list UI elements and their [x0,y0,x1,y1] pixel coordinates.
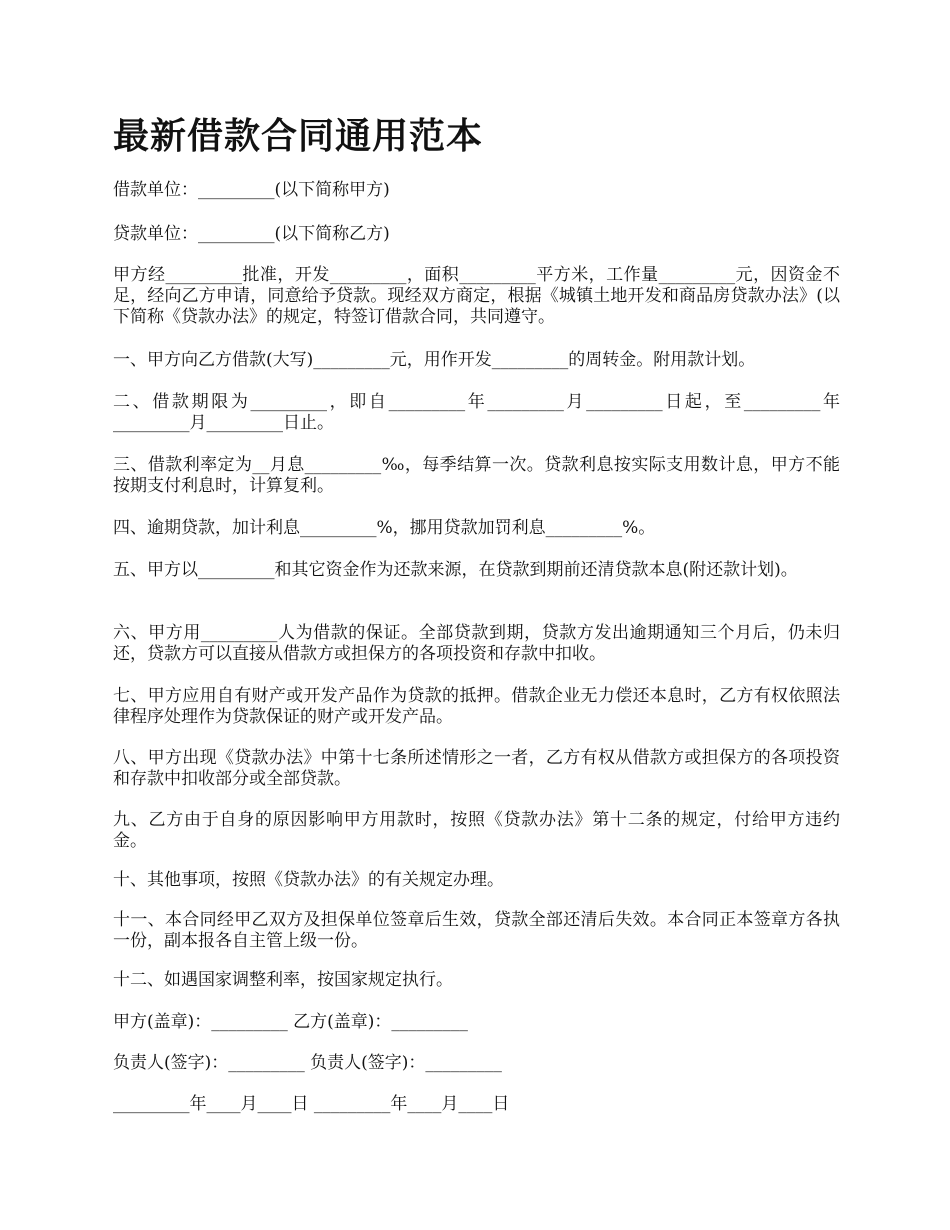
clause-6: 六、甲方用_________人为借款的保证。全部贷款到期，贷款方发出逾期通知三个月后，仍未归还，贷款方可以直接从借款方或担保方的各项投资和存款中扣收。 [113,623,840,664]
signature-line: 负责人(签字)：_________ 负责人(签字)：_________ [113,1053,502,1073]
clause-12: 十二、如遇国家调整利率，按国家规定执行。 [113,970,453,990]
clause-9: 九、乙方由于自身的原因影响甲方用款时，按照《贷款办法》第十二条的规定，付给甲方违约金。 [113,810,840,851]
clause-1: 一、甲方向乙方借款(大写)_________元，用作开发_________的周转金。附用款计划。 [113,350,756,370]
clause-8: 八、甲方出现《贷款办法》中第十七条所述情形之一者，乙方有权从借款方或担保方的各项投资和存款中扣收部分或全部贷款。 [113,748,840,789]
lender-line: 贷款单位：_________(以下简称乙方) [113,224,390,244]
document-title: 最新借款合同通用范本 [113,115,484,157]
date-line: _________年____月____日 _________年____月____日 [113,1094,510,1114]
clause-3: 三、借款利率定为__月息_________‰，每季结算一次。贷款利息按实际支用数计息，甲方不能按期支付利息时，计算复利。 [113,455,840,496]
borrower-line: 借款单位：_________(以下简称甲方) [113,180,390,200]
clause-2: 二、借款期限为_________，即自_________年_________月_________日起，至_________年_________月_________日止。 [113,392,840,433]
seal-line: 甲方(盖章)：_________ 乙方(盖章)：_________ [113,1012,468,1032]
clause-5: 五、甲方以_________和其它资金作为还款来源，在贷款到期前还清贷款本息(附还款计划)。 [113,560,798,580]
preamble-paragraph: 甲方经_________批准，开发_________，面积_________平方米，工作量_________元，因资金不足，经向乙方申请，同意给予贷款。现经双方商定，根据《城镇土地开发和商品房贷款办法》(以下简称《贷款办法》的规定，特签订借款合同，共同遵守。 [113,265,840,327]
clause-4: 四、逾期贷款，加计利息_________%，挪用贷款加罚利息_________%。 [113,518,656,538]
clause-7: 七、甲方应用自有财产或开发产品作为贷款的抵押。借款企业无力偿还本息时，乙方有权依照法律程序处理作为贷款保证的财产或开发产品。 [113,686,840,727]
clause-10: 十、其他事项，按照《贷款办法》的有关规定办理。 [113,870,504,890]
clause-11: 十一、本合同经甲乙双方及担保单位签章后生效，贷款全部还清后失效。本合同正本签章方各执一份，副本报各自主管上级一份。 [113,910,840,951]
